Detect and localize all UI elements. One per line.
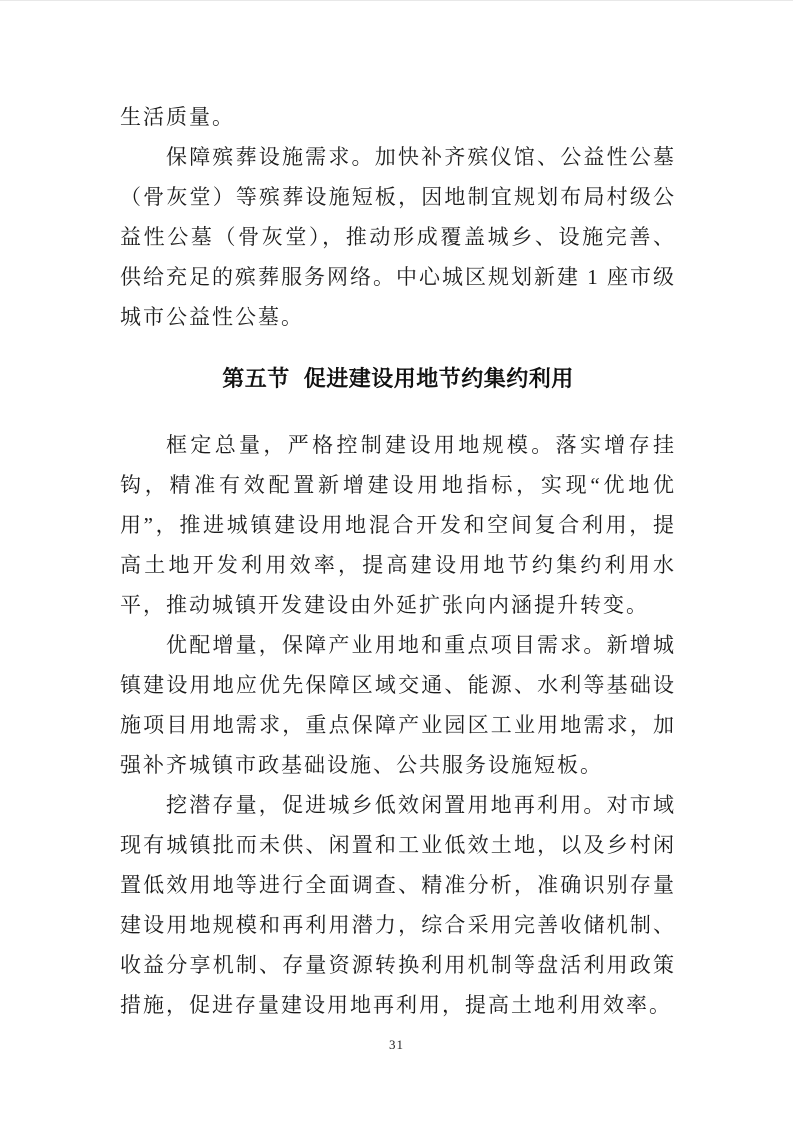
document-body <box>120 97 676 1025</box>
paragraph-continuation: 生活质量。 <box>120 105 235 129</box>
paragraph-tap-stock: 挖潜存量，促进城乡低效闲置用地再利用。对市域现有城镇批而未供、闲置和工业低效土地，以及乡村闲置低效用地等进行全面调查、精准分析，准确识别存量建设用地规模和再利用潜力，综合采用完善收储机制、收益分享机制、存量资源转换利用机制等盘活利用政策措施，促进存量建设用地再利用，提高土地利用效率。 <box>120 793 676 1017</box>
paragraph-funeral-facilities: 保障殡葬设施需求。加快补齐殡仪馆、公益性公墓（骨灰堂）等殡葬设施短板，因地制宜规划布局村级公益性公墓（骨灰堂），推动形成覆盖城乡、设施完善、供给充足的殡葬服务网络。中心城区规划新建 1 座市级城市公益性公墓。 <box>120 145 676 329</box>
page-number: 31 <box>389 1037 404 1052</box>
paragraph-control-total: 框定总量，严格控制建设用地规模。落实增存挂钩，精准有效配置新增建设用地指标，实现“优地优用”，推进城镇建设用地混合开发和空间复合利用，提高土地开发利用效率，提高建设用地节约集约利用水平，推动城镇开发建设由外延扩张向内涵提升转变。 <box>120 433 676 617</box>
section-heading <box>120 359 676 399</box>
section-number: 第五节 <box>222 366 290 391</box>
paragraph-optimize-increment: 优配增量，保障产业用地和重点项目需求。新增城镇建设用地应优先保障区域交通、能源、水利等基础设施项目用地需求，重点保障产业园区工业用地需求，加强补齐城镇市政基础设施、公共服务设施短板。 <box>120 633 676 777</box>
section-title: 促进建设用地节约集约利用 <box>303 366 574 391</box>
